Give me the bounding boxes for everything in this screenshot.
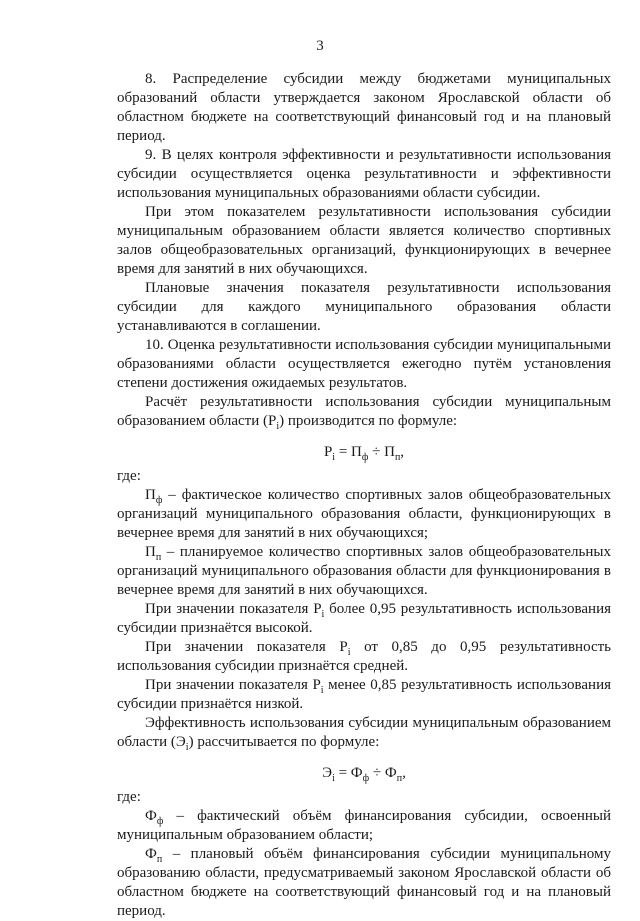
definition-actual-funding: $Ф_ф$ – фактический объём финансирования субсидии, освоенный муниципальным образованием области; (117, 808, 611, 843)
paragraph-10: 10. Оценка результативности использования субсидии муниципальными образованиями области осуществляется ежегодно путём установления степени достижения ожидаемых результатов. (117, 337, 611, 391)
definition-planned-funding: $Ф_п$ – плановый объём финансирования субсидии муниципальному образованию области, предусматриваемый законом Ярославской области об областном бюджете на соответствующий финансовый год и на плановый период. (117, 846, 611, 919)
paragraph-9-indicator: При этом показателем результативности использования субсидии муниципальным образованием области является количество спортивных залов общеобразовательных организаций, функционирующих в вечернее время для занятий в них обучающихся. (117, 204, 611, 277)
paragraph-10-calculation: Расчёт результативности использования субсидии муниципальным образованием области $(Р_i)$ производится по формуле: (117, 394, 611, 432)
document-body (117, 70, 611, 921)
paragraph-9-plan-values: Плановые значения показателя результативности использования субсидии для каждого муниципального образования области устанавливаются в соглашении. (117, 280, 611, 334)
definition-actual-halls: $П_ф$ – фактическое количество спортивных залов общеобразовательных организаций муниципального образования области, функционирующих в вечернее время для занятий в них обучающихся; (117, 487, 611, 541)
where-label-1: где: (117, 468, 141, 484)
formula-result: $Р_i = П_ф \div П_п$, (323, 444, 405, 463)
paragraph-9: 9. В целях контроля эффективности и результативности использования субсидии осуществляется оценка результативности и эффективности использования муниципальных образованиями области субсидии. (117, 147, 611, 201)
formula-efficiency: $Э_i = Ф_ф \div Ф_п$, (322, 765, 406, 784)
page-number: 3 (316, 38, 324, 54)
paragraph-8: 8. Распределение субсидии между бюджетами муниципальных образований области утверждается законом Ярославской области об областном бюджете на соответствующий финансовый год и на плановый период. (117, 71, 611, 144)
result-medium: При значении показателя $Р_i$ от 0,85 до 0,95 результативность использования субсидии признаётся средней. (117, 639, 611, 674)
result-low: При значении показателя $Р_i$ менее 0,85 результативность использования субсидии признаётся низкой. (117, 677, 612, 712)
where-label-2: где: (117, 789, 141, 805)
paragraph-efficiency: Эффективность использования субсидии муниципальным образованием области $(Э_i)$ рассчитывается по формуле: (117, 715, 611, 753)
definition-planned-halls: $П_п$ – планируемое количество спортивных залов общеобразовательных организаций муниципального образования области для функционирования в вечернее время для занятий в них обучающихся. (117, 544, 611, 598)
result-high: При значении показателя $Р_i$ более 0,95 результативность использования субсидии признаётся высокой. (117, 601, 611, 636)
